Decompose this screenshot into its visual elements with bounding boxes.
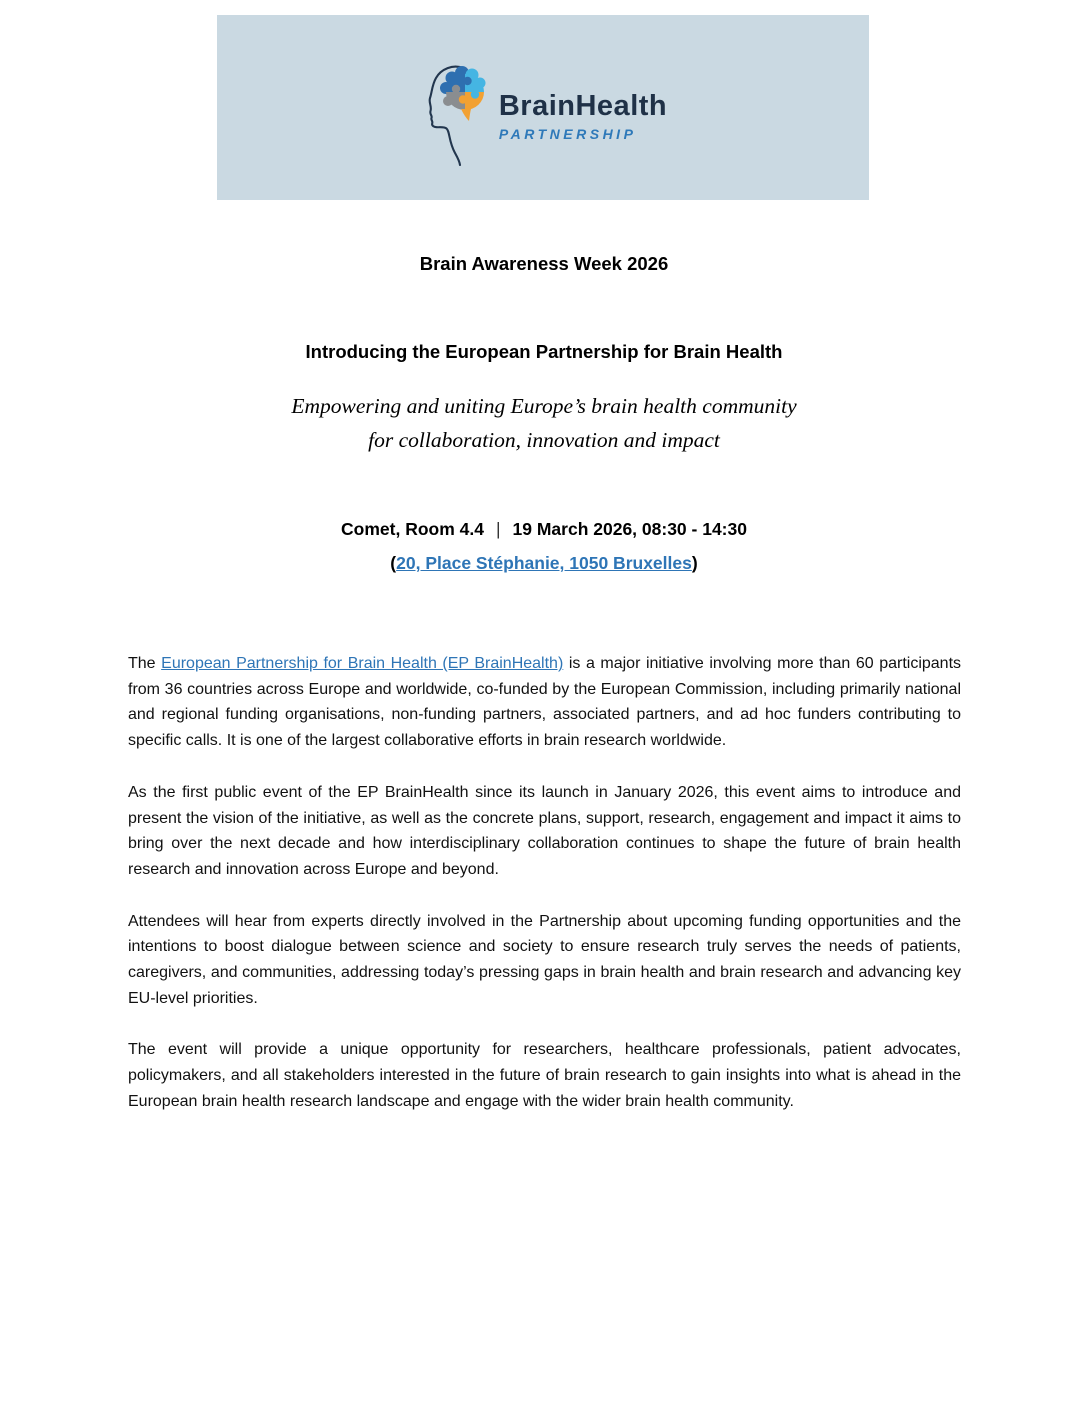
head-profile-puzzle-brain-icon xyxy=(419,61,489,173)
paragraph-2: As the first public event of the EP BrainHealth since its launch in January 2026, this event aims to introduce and present the vision of the initiative, as well as the concrete plans, support, research, engagement and impact it aims to bring over the next decade and how interdisciplinary collaboration continues to shape the future of brain health research and innovation across Europe and beyond. xyxy=(128,783,961,878)
paren-close: ) xyxy=(691,553,698,573)
page-title: Introducing the European Partnership for Brain Health xyxy=(305,341,783,362)
puzzle-brain-group xyxy=(440,66,486,121)
logo-brand-text: BrainHealth xyxy=(498,89,668,122)
subtitle-line1: Empowering and uniting Europe’s brain health community xyxy=(291,394,797,418)
paragraph-3: Attendees will hear from experts directly involved in the Partnership about upcoming funding opportunities and the intentions to boost dialogue between science and society to ensure research truly serves the needs of patients, caregivers, and communities, addressing today’s pressing gaps in brain health and brain research and advancing key EU-level priorities. xyxy=(128,912,961,1007)
paragraph-1 xyxy=(128,651,961,754)
paren-open: ( xyxy=(390,553,397,573)
venue-text: Comet, Room 4.4 xyxy=(341,519,484,539)
event-week-heading: Brain Awareness Week 2026 xyxy=(419,253,669,274)
subtitle xyxy=(0,389,1088,457)
brainhealth-logo xyxy=(419,61,667,173)
logo-subtitle-text: PARTNERSHIP xyxy=(498,126,637,143)
address-link[interactable]: 20, Place Stéphanie, 1050 Bruxelles xyxy=(396,553,692,573)
datetime-text: 19 March 2026, 08:30 - 14:30 xyxy=(512,519,747,539)
ep-brainhealth-link[interactable]: European Partnership for Brain Health (EP BrainHealth) xyxy=(161,655,564,672)
address-line xyxy=(0,546,1088,580)
logo-wordmark xyxy=(499,91,667,143)
separator-pipe: | xyxy=(495,519,501,539)
venue-datetime-line xyxy=(0,512,1088,546)
paragraph-1-prefix: The xyxy=(128,655,162,672)
event-details xyxy=(0,512,1088,580)
paragraph-1-rest: is a major initiative involving more than 60 participants from 36 countries across Europe and worldwide, co-funded by the European Commission, including primarily national and regional funding organisations, non-funding partners, associated partners, and ad hoc funders contributing to specific calls. It is one of the largest collaborative efforts in brain research worldwide. xyxy=(128,655,962,750)
paragraph-4: The event will provide a unique opportunity for researchers, healthcare professionals, patient advocates, policymakers, and all stakeholders interested in the future of brain research to gain insights into what is ahead in the European brain health research landscape and engage with the wider brain health community. xyxy=(128,1041,961,1110)
logo-banner xyxy=(217,15,869,200)
body-copy xyxy=(128,651,961,1141)
subtitle-line2: for collaboration, innovation and impact xyxy=(368,428,720,452)
